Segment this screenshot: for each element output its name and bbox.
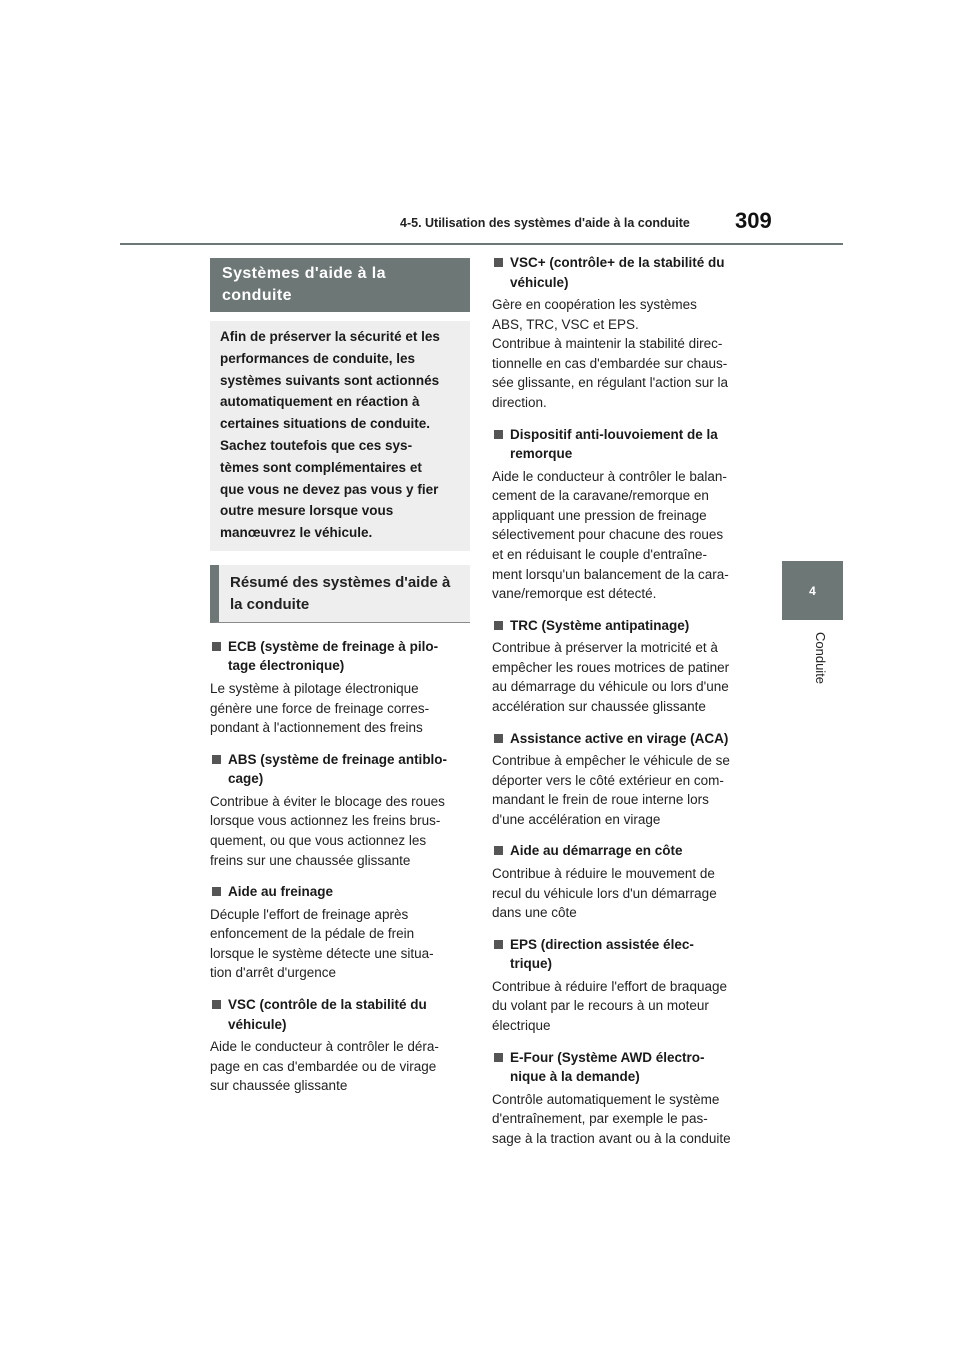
system-item	[210, 995, 470, 1096]
item-title-line: Aide au freinage	[228, 884, 334, 900]
body-line: Gère en coopération les systèmes	[492, 297, 697, 312]
square-bullet-icon	[494, 846, 503, 855]
item-title	[210, 750, 470, 789]
item-title-line: nique à la demande)	[510, 1069, 640, 1085]
body-line: Contribue à éviter le blocage des roues	[210, 793, 445, 809]
intro-line: manœuvrez le véhicule.	[220, 525, 373, 541]
body-line: Contrôle automatiquement le système	[492, 1091, 720, 1107]
summary-heading-line: la conduite	[230, 595, 310, 613]
item-title	[210, 995, 470, 1034]
section-heading-line: Systèmes d'aide à la	[222, 265, 386, 282]
intro-box	[210, 321, 470, 551]
body-line: tion d'arrêt d'urgence	[210, 965, 336, 981]
body-line: Le système à pilotage électronique	[210, 680, 419, 696]
body-line: déporter vers le côté extérieur en com-	[492, 772, 724, 788]
item-title-line: véhicule)	[510, 274, 569, 290]
item-title-line: VSC+ (contrôle+ de la stabilité du	[510, 255, 725, 270]
item-title	[492, 1048, 752, 1087]
body-line: du volant par le recours à un moteur	[492, 998, 709, 1014]
item-title	[492, 729, 752, 749]
item-body	[492, 295, 752, 413]
summary-heading-line: Résumé des systèmes d'aide à	[230, 573, 451, 591]
square-bullet-icon	[212, 642, 221, 651]
system-item	[492, 425, 752, 604]
item-title-line: EPS (direction assistée élec-	[510, 936, 694, 952]
item-title-line: remorque	[510, 446, 573, 462]
body-line: empêcher les roues motrices de patiner	[492, 659, 730, 675]
item-title-line: Dispositif anti-louvoiement de la	[510, 426, 718, 442]
body-line: pondant à l'actionnement des freins	[210, 720, 423, 736]
intro-line: systèmes suivants sont actionnés	[220, 372, 440, 388]
header-rule	[120, 243, 843, 245]
body-line: d'une accélération en virage	[492, 811, 661, 827]
item-title	[492, 616, 752, 636]
item-title	[492, 841, 752, 861]
body-line: au démarrage du véhicule ou lors d'une	[492, 679, 729, 695]
left-column	[210, 258, 470, 1096]
intro-line: automatiquement en réaction à	[220, 394, 420, 410]
item-title-line: TRC (Système antipatinage)	[510, 617, 690, 633]
chapter-number: 4	[809, 583, 816, 598]
square-bullet-icon	[494, 430, 503, 439]
system-item	[492, 935, 752, 1036]
item-title-line: trique)	[510, 956, 552, 972]
summary-list	[210, 637, 470, 1096]
system-item	[492, 253, 752, 413]
body-line: sur chaussée glissante	[210, 1078, 348, 1094]
chapter-tab[interactable]	[782, 561, 843, 620]
item-title-line: ECB (système de freinage à pilo-	[228, 638, 439, 654]
system-item	[492, 616, 752, 717]
intro-line: outre mesure lorsque vous	[220, 503, 394, 519]
square-bullet-icon	[494, 258, 503, 267]
body-line: vane/remorque est détecté.	[492, 586, 657, 602]
system-item	[492, 841, 752, 922]
body-line: Contribue à réduire l'effort de braquage	[492, 978, 727, 994]
item-title-line: véhicule)	[228, 1016, 287, 1032]
item-title	[210, 637, 470, 676]
section-title: 4-5. Utilisation des systèmes d'aide à la conduite	[400, 216, 690, 230]
body-line: mandant le frein de roue interne lors	[492, 792, 709, 808]
item-title	[492, 425, 752, 464]
body-line: cement de la caravane/remorque en	[492, 488, 709, 504]
item-title	[492, 935, 752, 974]
item-body	[210, 1037, 470, 1096]
item-body	[210, 905, 470, 983]
item-body	[210, 792, 470, 870]
item-body	[492, 751, 752, 829]
intro-line: certaines situations de conduite.	[220, 416, 431, 432]
item-title-line: E-Four (Système AWD électro-	[510, 1049, 705, 1065]
intro-line: tèmes sont complémentaires et	[220, 459, 422, 475]
body-line: quement, ou que vous actionnez les	[210, 832, 427, 848]
chapter-label: Conduite	[813, 632, 828, 685]
body-line: lorsque vous actionnez les freins brus-	[210, 813, 441, 829]
section-heading	[210, 258, 470, 312]
system-item	[492, 729, 752, 830]
item-title-line: Assistance active en virage (ACA)	[510, 730, 729, 746]
square-bullet-icon	[494, 621, 503, 630]
body-line: lorsque le système détecte une situa-	[210, 945, 434, 961]
body-line: d'entraînement, par exemple le pas-	[492, 1111, 708, 1127]
intro-line: Sachez toutefois que ces sys-	[220, 437, 413, 453]
item-title-line: VSC (contrôle de la stabilité du	[228, 997, 427, 1012]
square-bullet-icon	[494, 1053, 503, 1062]
square-bullet-icon	[494, 734, 503, 743]
item-title	[210, 882, 470, 902]
system-item	[210, 637, 470, 738]
body-line: Aide le conducteur à contrôler le balan-	[492, 468, 727, 484]
item-title-line: ABS (système de freinage antiblo-	[228, 751, 448, 767]
section-heading-line: conduite	[222, 287, 292, 304]
body-line: Décuple l'effort de freinage après	[210, 906, 409, 922]
body-line: recul du véhicule lors d'un démarrage	[492, 885, 717, 901]
item-body	[492, 1090, 752, 1149]
system-item	[210, 750, 470, 870]
item-body	[492, 864, 752, 923]
item-body	[492, 977, 752, 1036]
body-line: freins sur une chaussée glissante	[210, 852, 411, 868]
summary-heading	[210, 565, 470, 623]
item-title-line: Aide au démarrage en côte	[510, 843, 683, 859]
body-line: sée glissante, en régulant l'action sur la	[492, 375, 728, 391]
item-title-line: cage)	[228, 771, 264, 787]
body-line: ABS, TRC, VSC et EPS.	[492, 316, 639, 332]
intro-line: que vous ne devez pas vous y fier	[220, 481, 439, 497]
body-line: tionnelle en cas d'embardée sur chaus-	[492, 355, 728, 371]
body-line: accélération sur chaussée glissante	[492, 699, 706, 714]
system-item	[210, 882, 470, 983]
item-body	[492, 467, 752, 604]
right-column	[492, 253, 752, 1148]
body-line: électrique	[492, 1017, 551, 1033]
body-line: Contribue à empêcher le véhicule de se	[492, 753, 730, 769]
item-body	[210, 679, 470, 738]
body-line: Aide le conducteur à contrôler le déra-	[210, 1039, 439, 1054]
body-line: direction.	[492, 394, 547, 410]
intro-line: Afin de préserver la sécurité et les	[220, 329, 440, 344]
body-line: ment lorsqu'un balancement de la cara-	[492, 566, 729, 582]
item-body	[492, 638, 752, 716]
body-line: Contribue à maintenir la stabilité direc-	[492, 336, 723, 352]
body-line: enfoncement de la pédale de frein	[210, 926, 415, 942]
body-line: Contribue à réduire le mouvement de	[492, 865, 715, 881]
item-title-line: tage électronique)	[228, 658, 345, 674]
item-title	[492, 253, 752, 292]
body-line: génère une force de freinage corres-	[210, 700, 430, 716]
page-number: 309	[735, 208, 772, 233]
body-line: dans une côte	[492, 905, 577, 921]
square-bullet-icon	[494, 940, 503, 949]
system-item	[492, 1048, 752, 1149]
body-line: page en cas d'embardée ou de virage	[210, 1058, 437, 1074]
square-bullet-icon	[212, 1000, 221, 1009]
square-bullet-icon	[212, 755, 221, 764]
body-line: Contribue à préserver la motricité et à	[492, 640, 718, 656]
body-line: sélectivement pour chacune des roues	[492, 527, 724, 543]
intro-line: performances de conduite, les	[220, 350, 416, 366]
body-line: sage à la traction avant ou à la conduite	[492, 1130, 731, 1146]
square-bullet-icon	[212, 887, 221, 896]
body-line: et en réduisant le couple d'entraîne-	[492, 546, 707, 562]
body-line: appliquant une pression de freinage	[492, 507, 707, 523]
